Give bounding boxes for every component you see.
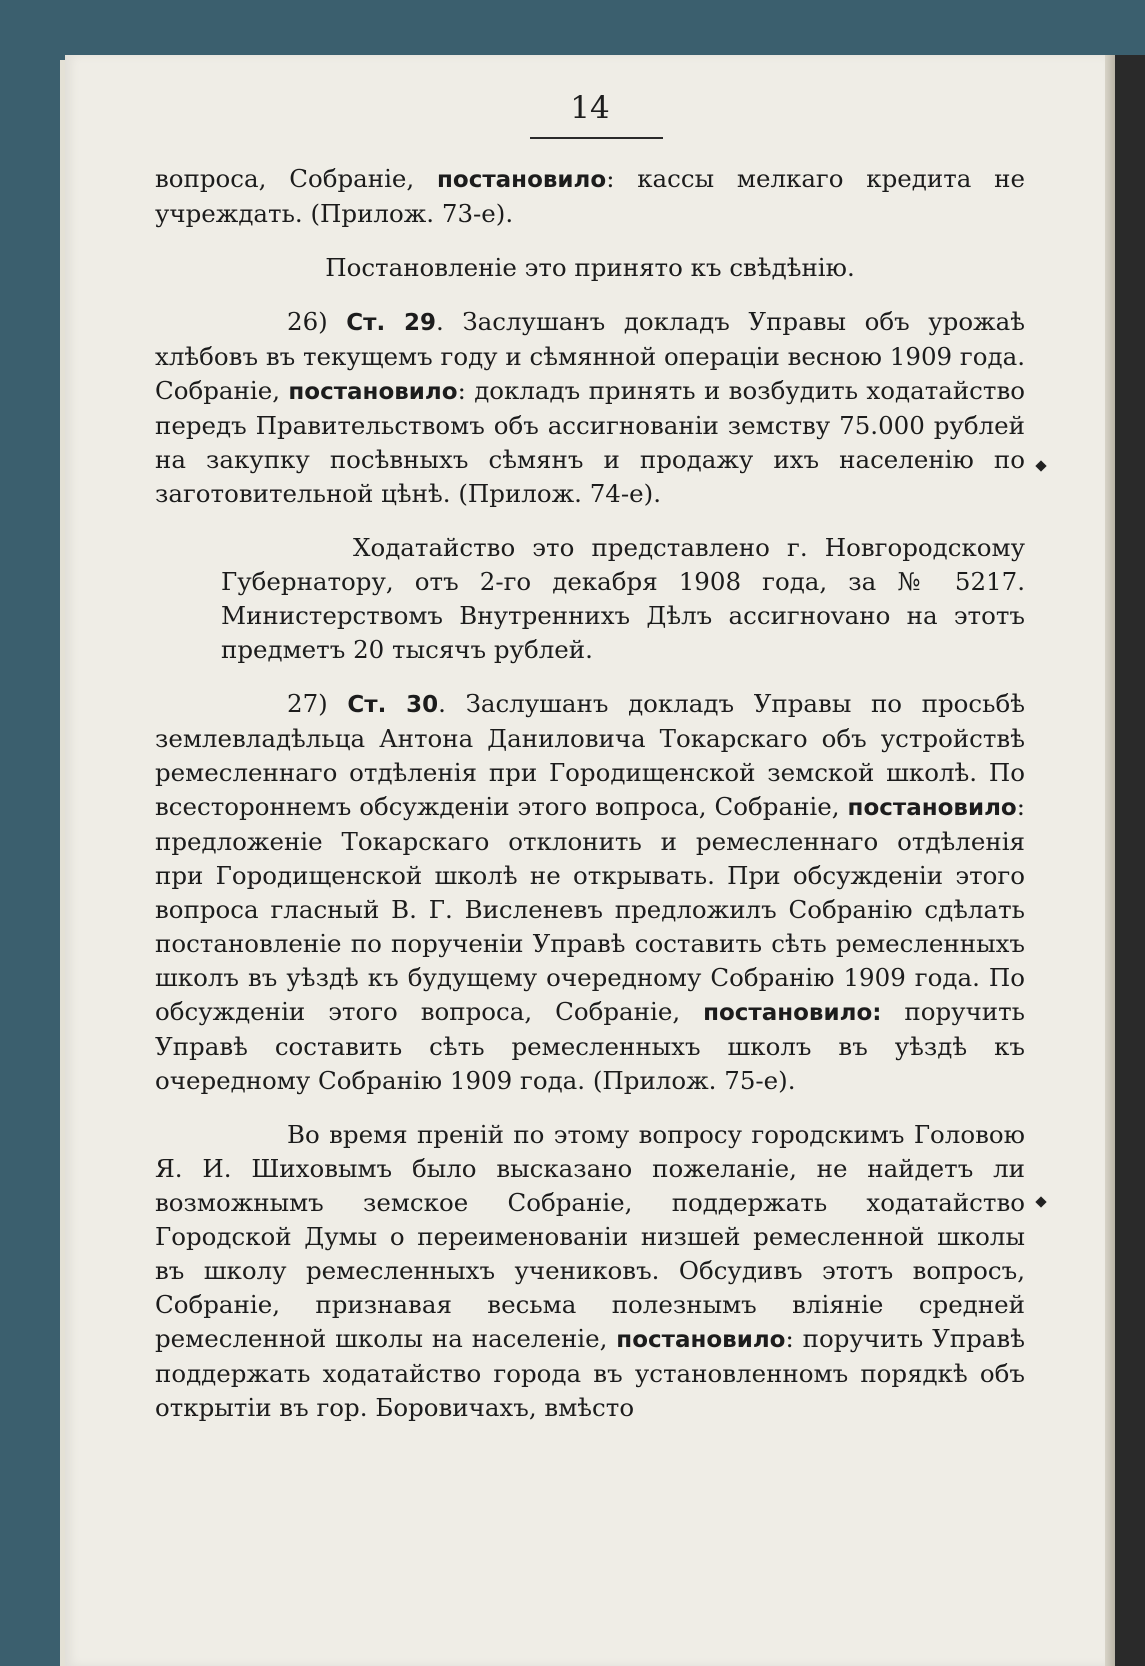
text-run: вопроса, Собраніе, [155, 164, 437, 193]
page-number: 14 [570, 90, 610, 126]
bold-text-run: постановило: [703, 1000, 882, 1026]
text-run: Во время преній по этому вопросу городскимъ Головою Я. И. Шиховымъ было высказано пожеланіе, не найдетъ ли возможнымъ земское Собраніе, поддержать ходатайство Городской Думы о переименованіи низшей ремесленной школы въ школу ремесленныхъ учениковъ. Обсудивъ этотъ вопросъ, Собраніе, признавая весьма полезнымъ вліяніе средней ремесленной школы на населеніе, [155, 1120, 1025, 1353]
bold-text-run: Ст. 29 [346, 310, 437, 336]
text-run: . Заслушанъ докладъ Управы объ урожаѣ хлѣбовъ въ текущемъ году и сѣмянной операціи весною 1909 года. Собраніе, [155, 307, 1026, 405]
paragraph [155, 162, 1025, 231]
bold-text-run: Ст. 30 [347, 692, 439, 718]
text-run: : поручить Управѣ поддержать ходатайство города въ установленномъ порядкѣ объ открытіи въ гор. Боровичахъ, вмѣсто [155, 1324, 1025, 1422]
text-run: 26) [287, 307, 347, 336]
paragraph [155, 687, 1025, 1098]
text-run: Постановленіе это принято къ свѣдѣнію. [325, 253, 855, 282]
document-body [155, 162, 1025, 1425]
text-run: : докладъ принять и возбудить ходатайство передъ Правительствомъ объ ассигнованіи земству 75.000 рублей на закупку посѣвныхъ сѣмянъ и продажу ихъ населенію по заготовительной цѣнѣ. (Прилож. 74-е). [155, 376, 1025, 508]
paragraph [155, 531, 1025, 667]
bold-text-run: постановило [847, 795, 1017, 821]
bold-text-run: постановило [288, 379, 458, 405]
text-run: : предложеніе Токарскаго отклонить и ремесленнаго отдѣленія при Городищенской школѣ не открывать. При обсужденіи этого вопроса гласный В. Г. Висленевъ предложилъ Собранію сдѣлать постановленіе по порученіи Управѣ составить сѣть ремесленныхъ школъ въ уѣздѣ къ будущему очередному Собранію 1909 года. По обсужденіи этого вопроса, Собраніе, [155, 792, 1025, 1026]
paragraph [155, 251, 1025, 285]
text-run: 27) [287, 689, 348, 718]
text-run: . Заслушанъ докладъ Управы по просьбѣ землевладѣльца Антона Даниловича Токарскаго объ устройствѣ ремесленнаго отдѣленія при Городищенской земской школѣ. По всестороннемъ обсужденіи этого вопроса, Собраніе, [155, 689, 1025, 821]
paragraph [155, 1118, 1025, 1425]
bold-text-run: постановило [616, 1327, 786, 1353]
paragraph [155, 305, 1025, 511]
text-run: : кассы мелкаго кредита не учреждать. (Прилож. 73-е). [155, 164, 1025, 228]
text-run: Ходатайство это представлено г. Новгородскому Губернатору, отъ 2-го декабря 1908 года, за № 5217. Министерствомъ Внутреннихъ Дѣлъ ассигнovано на этотъ предметъ 20 тысячъ рублей. [221, 533, 1025, 664]
bold-text-run: постановило [437, 167, 607, 193]
text-run: поручить Управѣ составить сѣть ремесленныхъ школъ въ уѣздѣ къ очередному Собранію 1909 года. (Прилож. 75-е). [155, 997, 1025, 1095]
page-edge [1105, 55, 1115, 1666]
scan-border [1115, 55, 1145, 1666]
page-number-rule [530, 137, 663, 139]
